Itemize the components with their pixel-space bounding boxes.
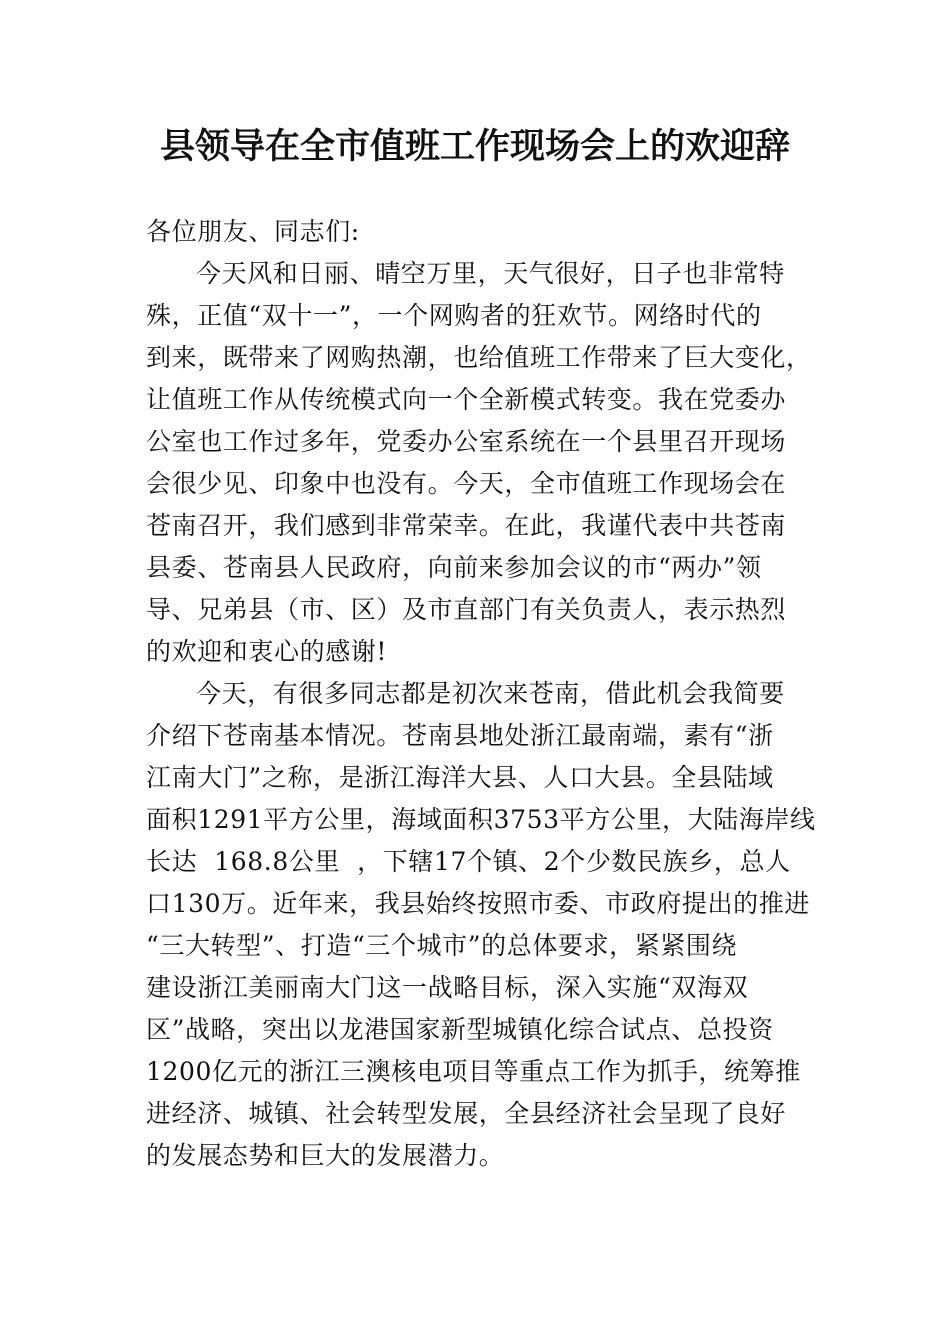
document-body (146, 211, 816, 1177)
paragraph-2-line: “三大转型”、打造“三个城市”的总体要求，紧紧围绕 (146, 931, 738, 960)
paragraph-1-line: 公室也工作过多年，党委办公室系统在一个县里召开现场 (146, 427, 787, 456)
paragraph-2-line: 1200亿元的浙江三澳核电项目等重点工作为抓手，统筹推 (146, 1057, 801, 1086)
paragraph-2-line: 区”战略，突出以龙港国家新型城镇化综合试点、总投资 (146, 1015, 774, 1044)
paragraph-2-line: 建设浙江美丽南大门这一战略目标，深入实施“双海双 (146, 973, 749, 1002)
paragraph-2-line: 今天，有很多同志都是初次来苍南，借此机会我简要 (196, 679, 785, 708)
salutation: 各位朋友、同志们: (146, 217, 360, 246)
paragraph-2-line: 进经济、城镇、社会转型发展，全县经济社会呈现了良好 (146, 1099, 787, 1128)
paragraph-1-line: 导、兄弟县（市、区）及市直部门有关负责人，表示热烈 (146, 595, 787, 624)
paragraph-1-line: 今天风和日丽、晴空万里，天气很好，日子也非常特 (196, 259, 785, 288)
paragraph-2-line: 长达 168.8公里 ，下辖17个镇、2个少数民族乡，总人 (146, 847, 791, 876)
paragraph-2-line: 的发展态势和巨大的发展潜力。 (146, 1141, 505, 1170)
paragraph-2-line: 江南大门”之称，是浙江海洋大县、人口大县。全县陆域 (146, 763, 774, 792)
paragraph-1-line: 殊，正值“双十一”，一个网购者的狂欢节。网络时代的 (146, 301, 762, 330)
paragraph-2-line: 面积1291平方公里，海域面积3753平方公里，大陆海岸线 (146, 805, 816, 834)
document-title: 县领导在全市值班工作现场会上的欢迎辞 (159, 126, 790, 167)
paragraph-1-line: 到来，既带来了网购热潮，也给值班工作带来了巨大变化， (146, 343, 812, 372)
paragraph-1-line: 会很少见、印象中也没有。今天，全市值班工作现场会在 (146, 469, 787, 498)
paragraph-1-line: 的欢迎和衷心的感谢! (146, 637, 388, 666)
paragraph-1-line: 苍南召开，我们感到非常荣幸。在此，我谨代表中共苍南 (146, 511, 787, 540)
paragraph-1-line: 县委、苍南县人民政府，向前来参加会议的市“两办”领 (146, 553, 762, 582)
paragraph-2-line: 介绍下苍南基本情况。苍南县地处浙江最南端，素有“浙 (146, 721, 774, 750)
paragraph-1-line: 让值班工作从传统模式向一个全新模式转变。我在党委办 (146, 385, 787, 414)
paragraph-2-line: 口130万。近年来，我县始终按照市委、市政府提出的推进 (146, 889, 810, 918)
